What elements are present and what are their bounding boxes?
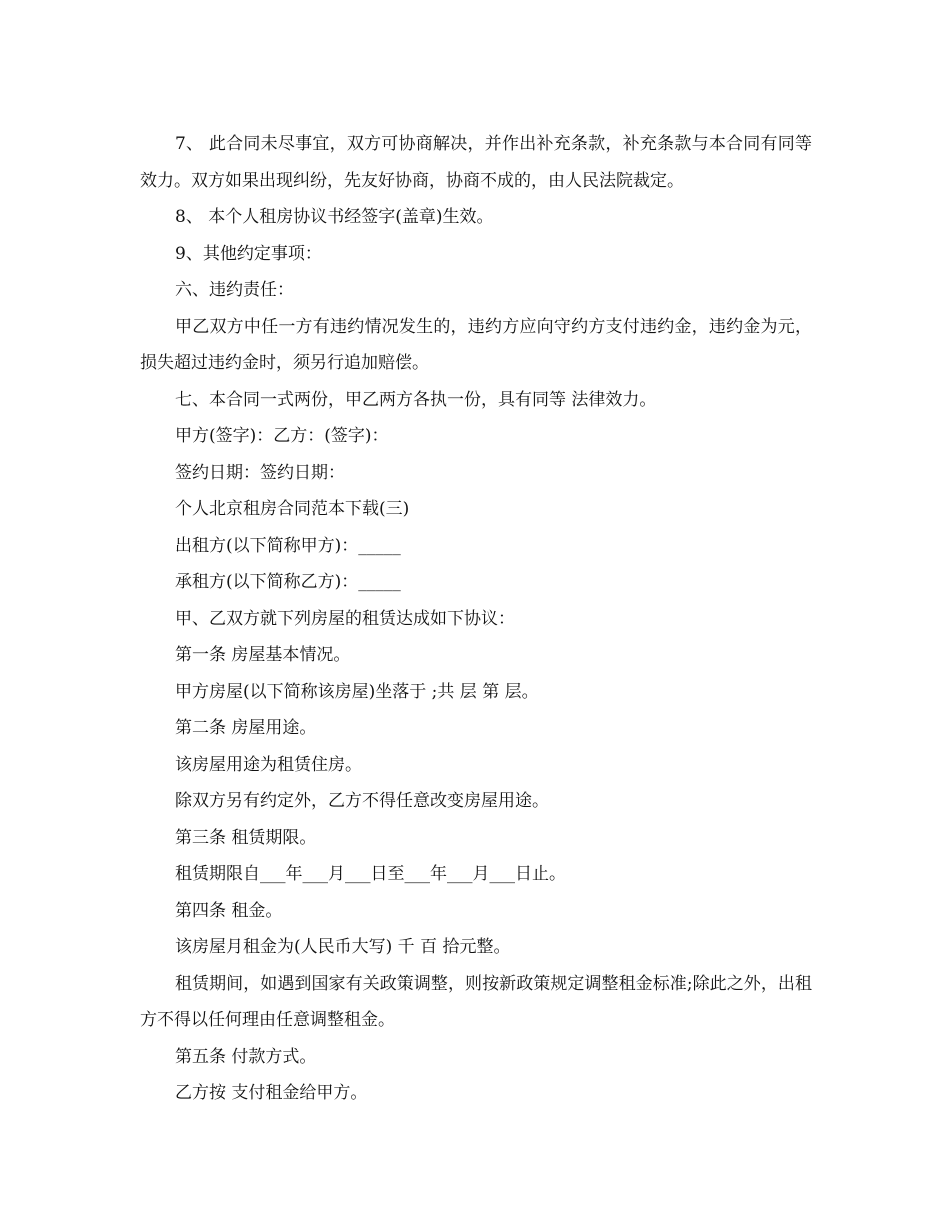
paragraph-clause-9: 9、其他约定事项： (175, 243, 322, 264)
article-2-body-2: 除双方另有约定外，乙方不得任意改变房屋用途。 (175, 791, 549, 811)
paragraph-clause-7: 7、 此合同未尽事宜，双方可协商解决，并作出补充条款，补充条款与本合同有同等效力。双方如果出现纠纷，先友好协商，协商不成的，由人民法院裁定。 (140, 134, 812, 191)
article-3-body: 租赁期限自___年___月___日至___年___月___日止。 (175, 864, 566, 884)
article-3-heading: 第三条 租赁期限。 (175, 827, 317, 848)
article-5-body: 乙方按 支付租金给甲方。 (175, 1083, 368, 1103)
document-body (140, 126, 812, 1112)
article-5-heading: 第五条 付款方式。 (175, 1046, 317, 1067)
agreement-intro: 甲、乙双方就下列房屋的租赁达成如下协议： (175, 608, 515, 629)
article-2-heading: 第二条 房屋用途。 (175, 718, 317, 738)
article-4-heading: 第四条 租金。 (175, 900, 283, 921)
section-heading-breach: 六、违约责任： (175, 280, 294, 300)
article-2-body-1: 该房屋用途为租赁住房。 (175, 754, 362, 775)
paragraph-clause-8: 8、 本个人租房协议书经签字(盖章)生效。 (175, 207, 494, 227)
article-4-body-2: 租赁期间，如遇到国家有关政策调整，则按新政策规定调整租金标准;除此之外，出租方不得以任何理由任意调整租金。 (140, 973, 812, 1030)
paragraph-breach-penalty: 甲乙双方中任一方有违约情况发生的，违约方应向守约方支付违约金，违约金为元，损失超过违约金时，须另行追加赔偿。 (140, 316, 812, 373)
article-1-heading: 第一条 房屋基本情况。 (175, 645, 351, 665)
contract-title-3: 个人北京租房合同范本下载(三) (175, 499, 410, 519)
article-1-body: 甲方房屋(以下简称该房屋)坐落于 ;共 层 第 层。 (175, 681, 539, 702)
article-4-body-1: 该房屋月租金为(人民币大写) 千 百 拾元整。 (175, 937, 511, 957)
lessor-line: 出租方(以下简称甲方)：_____ (175, 535, 401, 556)
signing-date-line: 签约日期：签约日期： (175, 462, 345, 483)
lessee-line: 承租方(以下简称乙方)：_____ (175, 572, 401, 592)
section-heading-copies: 七、本合同一式两份，甲乙两方各执一份，具有同等 法律效力。 (175, 389, 657, 410)
signature-line: 甲方(签字)：乙方：(签字)： (175, 426, 389, 446)
